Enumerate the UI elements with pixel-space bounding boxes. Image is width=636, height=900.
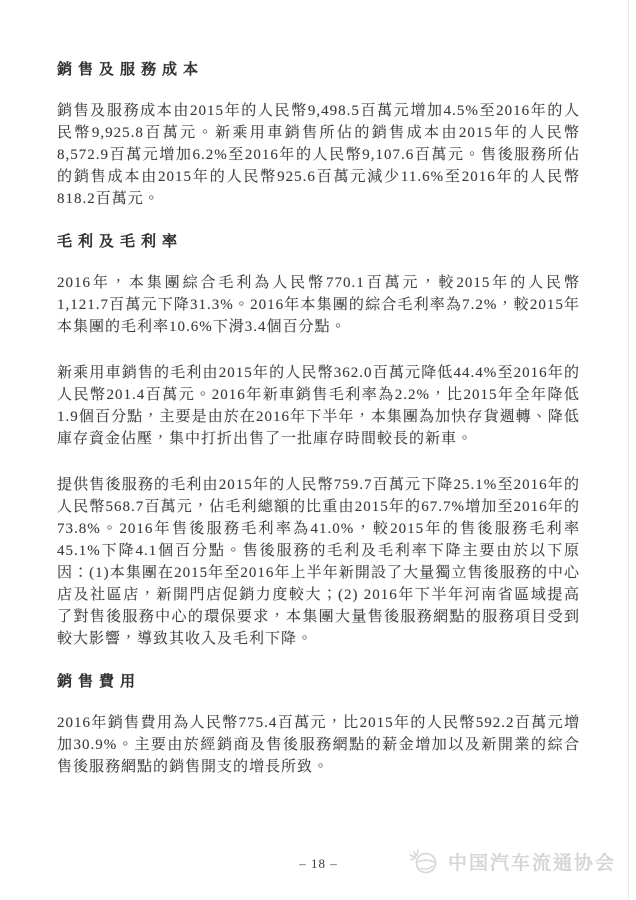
scan-edge-artifact xyxy=(628,0,629,900)
watermark xyxy=(407,846,616,876)
section-heading-gross-profit-and-margin: 毛利及毛利率 xyxy=(57,234,184,250)
section-cost-of-sales-and-services xyxy=(57,62,580,210)
paragraph-cost-of-sales: 銷售及服務成本由2015年的人民幣9,498.5百萬元增加4.5%至2016年的人民幣9,925.8百萬元。新乘用車銷售所佔的銷售成本由2015年的人民幣8,572.9百萬元增加6.2%至2016年的人民幣9,107.6百萬元。售後服務所佔的銷售成本由2015年的人民幣925.6百萬元減少11.6%至2016年的人民幣818.2百萬元。 xyxy=(57,103,580,207)
paragraph-consolidated-gross-profit: 2016年，本集團綜合毛利為人民幣770.1百萬元，較2015年的人民幣1,121.7百萬元下降31.3%。2016年本集團的綜合毛利率為7.2%，較2015年本集團的毛利率10.6%下滑3.4個百分點。 xyxy=(57,275,580,335)
cada-logo-icon xyxy=(407,846,441,876)
paragraph-new-car-sales-gross-profit: 新乘用車銷售的毛利由2015年的人民幣362.0百萬元降低44.4%至2016年的人民幣201.4百萬元。2016年新車銷售毛利率為2.2%，比2015年全年降低1.9個百分點，主要是由於在2016年下半年，本集團為加快存貨週轉、降低庫存資金佔壓，集中打折出售了一批庫存時間較長的新車。 xyxy=(57,365,580,447)
paragraph-after-sales-service-gross-profit: 提供售後服務的毛利由2015年的人民幣759.7百萬元下降25.1%至2016年的人民幣568.7百萬元，佔毛利總額的比重由2015年的67.7%增加至2016年的73.8%。2016年售後服務毛利率為41.0%，較2015年的售後服務毛利率45.1%下降4.1個百分點。售後服務的毛利及毛利率下降主要由於以下原因：(1)本集團在2015年至2016年上半年新開設了大量獨立售後服務的中心店及社區店，新開門店促銷力度較大；(2) 2016年下半年河南省區域提高了對售後服務中心的環保要求，本集團大量售後服務網點的服務項目受到較大影響，導致其收入及毛利下降。 xyxy=(57,477,580,647)
paragraph-selling-expenses: 2016年銷售費用為人民幣775.4百萬元，比2015年的人民幣592.2百萬元增加30.9%。主要由於經銷商及售後服務網點的薪金增加以及新開業的綜合售後服務網點的銷售開支的增長所致。 xyxy=(57,715,580,775)
section-selling-expenses xyxy=(57,674,580,778)
section-heading-selling-expenses: 銷售費用 xyxy=(57,674,142,690)
section-heading-cost-of-sales-and-services: 銷售及服務成本 xyxy=(57,62,205,78)
document-body xyxy=(57,62,580,802)
section-gross-profit-and-margin xyxy=(57,234,580,650)
page-number: – 18 – xyxy=(299,856,338,871)
watermark-text: 中国汽车流通协会 xyxy=(447,852,616,874)
